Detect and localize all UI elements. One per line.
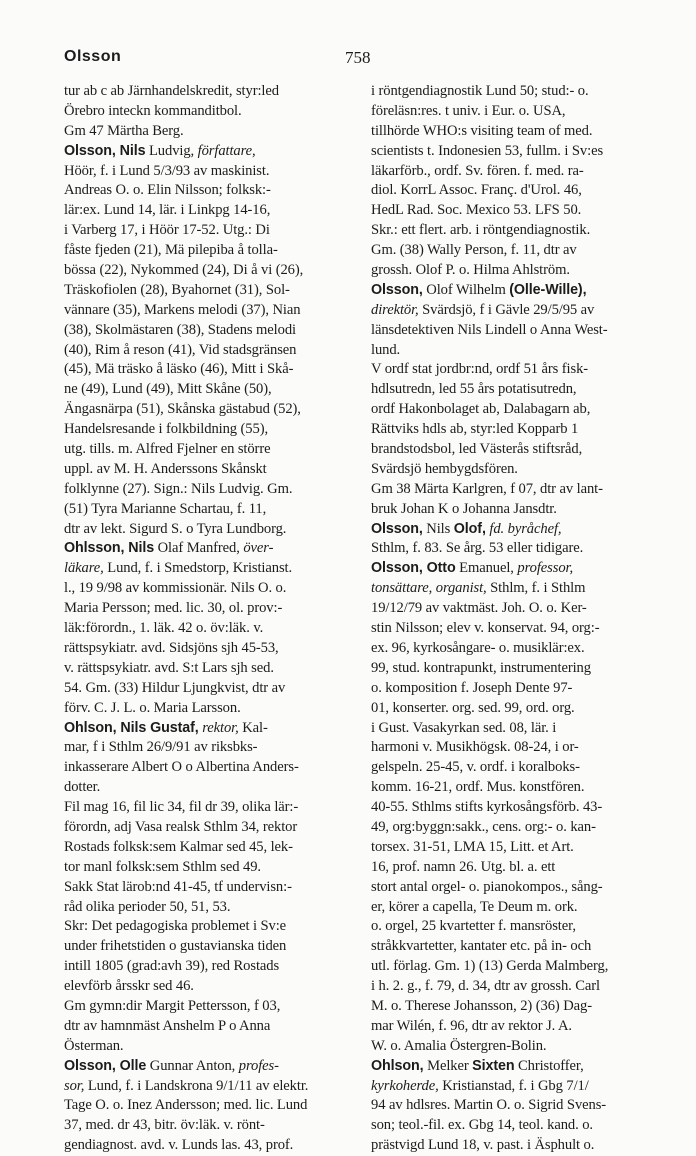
text-line [64,977,361,997]
text-segment: gelspeln. 25-45, v. ordf. i koralboks- [371,759,580,776]
entry-headword: Ohlson, Nils Gustaf, [64,719,199,736]
text-line [371,281,659,301]
text-line [64,738,361,758]
text-line [64,579,361,599]
text-line [371,241,659,261]
text-segment: 16, prof. namn 26. Utg. bl. a. ett [371,858,556,875]
text-line [371,480,659,500]
text-segment: hdlsutredn, led 55 års potatisutredn, [371,381,577,398]
text-segment: Sthlm, f. 83. Se årg. 53 eller tidigare. [371,540,584,557]
text-segment: Gm gymn:dir Margit Pettersson, f 03, [64,997,281,1014]
text-segment: i h. 2. g., f. 79, d. 34, dtr av grossh. Carl [371,978,600,995]
text-line [371,699,659,719]
text-segment: torsex. 31-51, LMA 15, Litt. et Art. [371,838,574,855]
text-segment: Nils [422,520,454,537]
text-line [64,500,361,520]
text-line [64,798,361,818]
right-column [371,82,659,1156]
text-line [64,201,361,221]
text-line [64,181,361,201]
text-segment: förordn, adj Vasa realsk Sthlm 34, rektor [64,818,298,835]
text-segment: dtr av hamnmäst Anshelm P o Anna [64,1017,271,1034]
text-line [64,539,361,559]
text-segment: Skr.: ett flert. arb. i röntgendiagnostik. [371,222,591,239]
entry-headword: Olsson, [371,281,423,298]
text-segment: V ordf stat jordbr:nd, ordf 51 års fisk- [371,361,589,378]
text-line [371,162,659,182]
text-line [64,679,361,699]
text-segment: Gm 47 Märtha Berg. [64,122,184,139]
text-segment: v. rättspsykiatr. avd. S:t Lars sjh sed. [64,659,274,676]
text-segment: lär:ex. Lund 14, lär. i Linkpg 14-16, [64,202,271,219]
text-line [371,738,659,758]
text-line [371,917,659,937]
text-segment: gendiagnost. avd. v. Lunds las. 43, prof. [64,1137,294,1154]
text-segment: komm. 16-21, ordf. Mus. konstfören. [371,779,585,796]
entry-title: över- [243,540,274,557]
text-segment: er, körer a capella, Te Deum m. ork. [371,898,578,915]
text-line [371,520,659,540]
text-segment: Skr: Det pedagogiska problemet i Sv:e [64,918,287,935]
text-line [64,1136,361,1156]
text-line [371,1057,659,1077]
text-line [64,82,361,102]
text-segment: prästvigd Lund 18, v. past. i Äsphult o. [371,1137,595,1154]
entry-title: direktör, [371,301,419,318]
text-segment: l., 19 9/98 av kommissionär. Nils O. o. [64,580,287,597]
text-line [371,82,659,102]
text-segment: o. komposition f. Joseph Dente 97- [371,679,573,696]
entry-title: fd. byråchef, [489,520,562,537]
entry-headword: Ohlsson, Nils [64,540,155,557]
text-segment: (40), Rim å reson (41), Vid stadsgränsen [64,341,297,358]
text-segment: utg. tills. m. Alfred Fjelner en större [64,441,271,458]
text-segment: W. o. Amalia Östergren-Bolin. [371,1037,547,1054]
text-line [64,758,361,778]
text-line [371,599,659,619]
text-segment: M. o. Therese Johansson, 2) (36) Dag- [371,997,592,1014]
text-segment: Sthlm, f. i Sthlm [486,580,586,597]
text-line [371,1096,659,1116]
text-segment: (38), Skolmästaren (38), Stadens melodi [64,321,296,338]
text-line [64,719,361,739]
text-line [371,360,659,380]
text-line [371,1116,659,1136]
text-line [371,1077,659,1097]
text-line [64,1077,361,1097]
text-segment: lund. [371,341,401,358]
text-line [64,898,361,918]
text-line [371,758,659,778]
text-segment: rättspsykiatr. avd. Sidsjöns sjh 45-53, [64,639,279,656]
text-segment: ne (49), Lund (49), Mitt Skåne (50), [64,381,272,398]
entry-headword: Olsson, Nils [64,142,146,159]
text-segment: mar, f i Sthlm 26/9/91 av riksbks- [64,739,258,756]
text-line [371,201,659,221]
text-segment: Tage O. o. Inez Andersson; med. lic. Lund [64,1097,308,1114]
text-line [64,619,361,639]
text-segment: förv. C. J. L. o. Maria Larsson. [64,699,241,716]
text-segment: dtr av lekt. Sigurd S. o Tyra Lundborg. [64,520,287,537]
text-line [64,599,361,619]
entry-headword: Olsson, Otto [371,560,456,577]
text-segment: dotter. [64,779,101,796]
text-segment: läk:förordn., 1. läk. 42 o. öv:läk. v. [64,620,264,637]
text-line [64,878,361,898]
entry-headword: Olof, [453,520,486,537]
text-line [371,957,659,977]
text-line [64,858,361,878]
text-line [371,977,659,997]
text-line [64,957,361,977]
text-segment: grossh. Olof P. o. Hilma Ahlström. [371,262,570,279]
entry-title: rektor, [202,719,239,736]
text-segment: Lund, f. i Landskrona 9/1/11 av elektr. [84,1077,309,1094]
text-segment: i Varberg 17, i Höör 17-52. Utg.: Di [64,222,270,239]
text-line [64,1037,361,1057]
text-line [64,559,361,579]
text-segment: tor manl folksk:sem Sthlm sed 49. [64,858,261,875]
text-segment: Gunnar Anton, [146,1057,239,1074]
text-segment: Emanuel, [455,560,518,577]
text-segment: Christoffer, [514,1057,584,1074]
text-segment: diol. KorrL Assoc. Franç. d'Urol. 46, [371,182,582,199]
text-segment: utl. förlag. Gm. 1) (13) Gerda Malmberg, [371,958,609,975]
text-segment: 49, org:byggn:sakk., cens. org:- o. kan- [371,818,596,835]
text-line [64,937,361,957]
text-segment: Svärdsjö, f i Gävle 29/5/95 av [418,301,595,318]
entry-title: tonsättare, organist, [371,580,487,597]
text-line [371,937,659,957]
entry-title: sor, [64,1077,85,1094]
text-line [371,122,659,142]
text-line [64,400,361,420]
text-segment: Träskofiolen (28), Byahornet (31), Sol- [64,281,290,298]
left-column [64,82,361,1156]
text-segment: elevförb årsskr sed 46. [64,978,194,995]
text-segment: bössa (22), Nykommed (24), Di å vi (26), [64,262,304,279]
text-line [371,579,659,599]
text-line [371,321,659,341]
text-segment: 40-55. Sthlms stifts kyrkosångsförb. 43- [371,799,603,816]
entry-title: läkare, [64,560,104,577]
text-line [371,341,659,361]
text-line [64,480,361,500]
text-line [371,261,659,281]
text-segment: o. orgel, 25 kvartetter f. mansröster, [371,918,576,935]
text-line [371,142,659,162]
text-line [371,400,659,420]
text-segment: (45), Mä träsko å läsko (46), Mitt i Skå- [64,361,294,378]
entry-title: författare, [197,142,256,159]
text-segment: harmoni v. Musikhögsk. 08-24, i or- [371,739,579,756]
text-segment: Rostads folksk:sem Kalmar sed 45, lek- [64,838,293,855]
text-line [371,997,659,1017]
text-segment: tillhörde WHO:s visiting team of med. [371,122,593,139]
text-line [64,102,361,122]
text-line [64,1057,361,1077]
text-segment: Melker [423,1057,473,1074]
text-line [64,659,361,679]
text-line [64,1116,361,1136]
text-segment: Handelsresande i folkbildning (55), [64,421,269,438]
entry-title: profes- [238,1057,279,1074]
text-segment: Ludvig, [145,142,198,159]
text-line [371,798,659,818]
text-segment: tur ab c ab Järnhandelskredit, styr:led [64,83,279,99]
text-line [371,380,659,400]
text-segment: (51) Tyra Marianne Schartau, f. 11, [64,500,267,517]
text-line [64,440,361,460]
text-segment: Lund, f. i Smedstorp, Kristianst. [103,560,293,577]
text-segment: intill 1805 (grad:avh 39), red Rostads [64,958,280,975]
text-line [371,181,659,201]
entry-headword: Ohlson, [371,1057,424,1074]
text-segment: Österman. [64,1037,124,1054]
text-segment: brandstodsbol, led Västerås stiftsråd, [371,441,583,458]
text-segment: uppl. av M. H. Anderssons Skånskt [64,460,267,477]
text-line [64,460,361,480]
text-segment: scientists t. Indonesien 53, fullm. i Sv:es [371,142,604,159]
text-segment: 99, stud. kontrapunkt, instrumentering [371,659,591,676]
text-line [64,341,361,361]
entry-title: professor, [517,560,574,577]
text-line [64,917,361,937]
entry-headword: Olsson, [371,520,423,537]
text-segment: folklynne (27). Sign.: Nils Ludvig. Gm. [64,480,293,497]
text-line [64,301,361,321]
text-line [371,778,659,798]
text-line [371,898,659,918]
text-segment: länsdetektiven Nils Lindell o Anna West- [371,321,608,338]
text-line [371,878,659,898]
text-line [64,420,361,440]
text-segment: Sakk Stat lärob:nd 41-45, tf undervisn:- [64,878,292,895]
text-line [64,699,361,719]
text-segment: Rättviks hdls ab, styr:led Kopparb 1 [371,421,579,438]
text-segment: Ängasnärpa (51), Skånska gästabud (52), [64,401,301,418]
text-segment: HedL Rad. Soc. Mexico 53. LFS 50. [371,202,582,219]
text-line [371,440,659,460]
text-segment: ex. 96, kyrkosångare- o. musiklär:ex. [371,639,585,656]
text-segment: 94 av hdlsres. Martin O. o. Sigrid Svens- [371,1097,607,1114]
text-line [371,559,659,579]
text-line [64,1017,361,1037]
text-segment: Kal- [238,719,268,736]
text-segment: stråkkvartetter, kantater etc. på in- och [371,938,592,955]
text-segment: stort antal orgel- o. pianokompos., sång- [371,878,603,895]
text-segment: Gm 38 Märta Karlgren, f 07, dtr av lant- [371,480,603,497]
text-line [64,261,361,281]
text-line [371,719,659,739]
entry-title: kyrkoherde, [371,1077,439,1094]
text-line [371,1136,659,1156]
text-segment: Kristianstad, f. i Gbg 7/1/ [438,1077,589,1094]
text-segment: stin Nilsson; elev v. konservat. 94, org:- [371,620,600,637]
text-segment: Maria Persson; med. lic. 30, ol. prov:- [64,600,283,617]
text-line [64,639,361,659]
text-segment: föreläsn:res. t univ. i Eur. o. USA, [371,102,566,119]
entry-headword: (Olle-Wille), [509,281,587,298]
text-line [64,520,361,540]
text-line [371,1017,659,1037]
text-segment: Fil mag 16, fil lic 34, fil dr 39, olika lär:- [64,799,299,816]
text-line [64,380,361,400]
text-line [371,818,659,838]
text-segment: i röntgendiagnostik Lund 50; stud:- o. [371,83,589,99]
text-line [371,539,659,559]
text-segment: Andreas O. o. Elin Nilsson; folksk:- [64,182,271,199]
text-line [371,858,659,878]
text-segment: son; teol.-fil. ex. Gbg 14, teol. kand. o. [371,1117,593,1134]
text-segment: Gm. (38) Wally Person, f. 11, dtr av [371,242,577,259]
text-line [371,679,659,699]
text-segment: mar Wilén, f. 96, dtr av rektor J. A. [371,1017,572,1034]
text-line [371,659,659,679]
entry-headword: Olsson, Olle [64,1057,147,1074]
text-segment: Olaf Manfred, [154,540,244,557]
text-line [64,778,361,798]
entry-headword: Sixten [472,1057,515,1074]
text-segment: inkasserare Albert O o Albertina Anders- [64,759,299,776]
text-line [371,102,659,122]
text-segment: Svärdsjö hembygdsfören. [371,460,518,477]
text-line [371,639,659,659]
text-segment: 37, med. dr 43, bitr. öv:läk. v. rönt- [64,1117,265,1134]
text-line [371,838,659,858]
page-number: 758 [345,48,371,67]
text-line [371,500,659,520]
text-line [64,122,361,142]
text-line [371,1037,659,1057]
text-segment: i Gust. Vasakyrkan sed. 08, lär. i [371,719,557,736]
text-segment: Olof Wilhelm [422,281,510,298]
text-segment: under frihetstiden o gustavianska tiden [64,938,287,955]
text-segment: råd olika perioder 50, 51, 53. [64,898,231,915]
text-line [64,241,361,261]
text-line [371,420,659,440]
running-head: Olsson [64,48,122,65]
text-segment: bruk Johan K o Johanna Jansdtr. [371,500,557,517]
text-line [64,818,361,838]
text-segment: Örebro inteckn kommanditbol. [64,102,242,119]
text-segment: fåste fjeden (21), Mä pilepiba å tolla- [64,242,278,259]
text-segment: 19/12/79 av vaktmäst. Joh. O. o. Ker- [371,600,587,617]
text-segment: läkarförb., ordf. Sv. fören. f. med. ra- [371,162,584,179]
text-line [64,221,361,241]
text-line [64,838,361,858]
text-line [371,301,659,321]
text-line [64,281,361,301]
text-line [64,997,361,1017]
text-segment: ordf Hakonbolaget ab, Dalabagarn ab, [371,401,591,418]
text-line [64,360,361,380]
text-segment: Höör, f. i Lund 5/3/93 av maskinist. [64,162,270,179]
text-segment: 01, konserter. org. sed. 99, ord. org. [371,699,575,716]
text-line [64,162,361,182]
text-line [64,142,361,162]
text-line [371,460,659,480]
text-segment: 54. Gm. (33) Hildur Ljungkvist, dtr av [64,679,286,696]
text-line [371,619,659,639]
text-line [64,321,361,341]
text-line [64,1096,361,1116]
text-line [371,221,659,241]
text-segment: vännare (35), Markens melodi (37), Nian [64,301,301,318]
